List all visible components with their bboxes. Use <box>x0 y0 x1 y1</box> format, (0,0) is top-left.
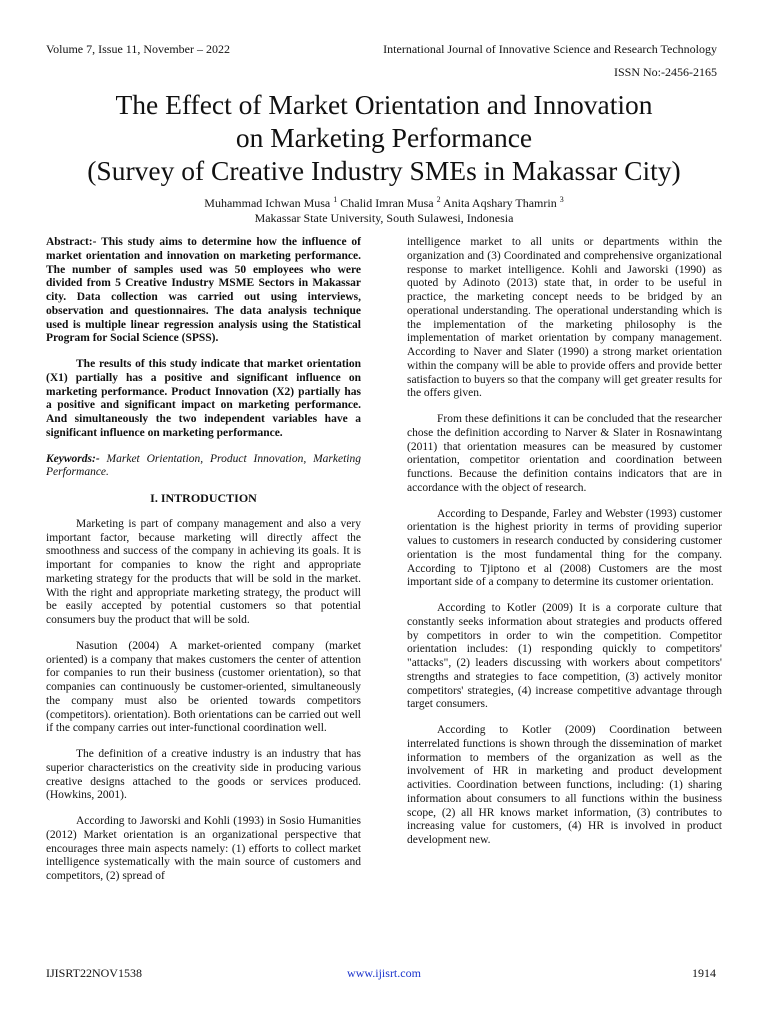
volume-info: Volume 7, Issue 11, November – 2022 <box>46 42 230 56</box>
body-paragraph: From these definitions it can be concluded that the researcher chose the definition according to Narver & Slater in Rosnawintang (2011) that orientation measures can be measured by customer orientation, competitor orientation and coordination between functions. Because the definition contains indicators that are in accordance with the object of research. <box>407 413 722 494</box>
right-column <box>407 236 722 860</box>
title-line-1: The Effect of Market Orientation and Innovation <box>115 89 653 120</box>
section-heading-introduction: I. INTRODUCTION <box>150 491 257 505</box>
author-2-mark: 2 <box>436 195 441 204</box>
affiliation: Makassar State University, South Sulawesi, Indonesia <box>254 211 514 225</box>
intro-paragraph: Marketing is part of company management and also a very important factor, because marketing will directly affect the smoothness and success of the company in achieving its goals. It is important for companies to know the right and appropriate marketing strategy for the products that will be sold in the market. With the right and appropriate marketing strategy, the product will be easily accepted by potential customers so that potential consumers buy the product that will be sold. <box>46 517 361 626</box>
intro-paragraph: Nasution (2004) A market-oriented company (market oriented) is a company that makes customers the center of attention for companies to run their business (customer orientation), so that companies can continuously be customer-oriented, simultaneously the company must also be oriented towards competitors (competitors). orientation). Both orientations can be carried out well if the company carries out inter-functional coordination well. <box>46 639 361 735</box>
journal-name: International Journal of Innovative Science and Research Technology <box>383 42 717 56</box>
keywords-label: Keywords:- <box>46 452 100 465</box>
title-line-2: on Marketing Performance <box>235 122 533 153</box>
author-3-mark: 3 <box>559 195 564 204</box>
page-number: 1914 <box>692 966 716 980</box>
author-1-mark: 1 <box>333 195 338 204</box>
keywords-text: Market Orientation, Product Innovation, Marketing Performance. <box>46 452 361 479</box>
left-column <box>46 236 361 896</box>
intro-paragraph: According to Jaworski and Kohli (1993) in Sosio Humanities (2012) Market orientation is an organizational perspective that encourages three main aspects namely: (1) efforts to collect market intelligence systematically with the main source of customers and competitors, (2) spread of <box>46 815 361 882</box>
body-paragraph: According to Despande, Farley and Webster (1993) customer orientation is the highest priority in terms of providing superior values to customers in research conducted by considering customer orientation is the most fundamental thing for the company. According to Tjiptono et al (2008) Customers are the most important side of a company to determine its customer orientation. <box>407 507 722 589</box>
author-list <box>40 196 728 211</box>
issn: ISSN No:-2456-2165 <box>613 65 717 79</box>
abstract-paragraph: Abstract:- This study aims to determine how the influence of market orientation and innovation on marketing performance. The number of samples used was 50 employees who were divided from 5 Creative Industry MSME Sectors in Makassar city. Data collection was carried out using interviews, observation and questionnaires. The data analysis technique used is multiple linear regression analysis using the Statistical Program for Social Science (SPSS). <box>46 236 361 345</box>
intro-paragraph: The definition of a creative industry is an industry that has superior characteristics on the creativity side in producing various creative designs attached to the goods or services produced. (Howkins, 2001). <box>46 748 361 802</box>
author-block <box>40 196 728 226</box>
keywords <box>46 453 361 481</box>
author-3: Anita Aqshary Thamrin <box>442 196 557 210</box>
author-2: Chalid Imran Musa <box>340 196 434 210</box>
body-paragraph: According to Kotler (2009) It is a corporate culture that constantly seeks information about strategies and products offered by competitors in order to win the competition. Competitor orientation includes: (1) responding quickly to competitors' "attacks", (2) leaders discussing with workers about competitors' strengths and strategies to face competition, (3) actively monitor competitors' strategies, (4) increase competitive advantage through target consumers. <box>407 602 722 711</box>
body-paragraph: intelligence market to all units or departments within the organization and (3) Coordinated and comprehensive organizational response to market intelligence. Kohli and Jaworski (1990) as quoted by Adinoto (2013) state that, in order to be useful in practice, the marketing concept needs to be bridged by an operational understanding. The operational understanding which is the implementation of the marketing philosophy is the implementation of market orientation by company management. According to Naver and Slater (1990) a strong market orientation within the company will be able to provide offers and provide better satisfaction to buyers so that the company will get greater results for the offers given. <box>407 236 722 400</box>
journal-website-link[interactable]: www.ijisrt.com <box>347 966 421 980</box>
paper-title <box>30 88 738 187</box>
body-paragraph: According to Kotler (2009) Coordination between interrelated functions is shown through the dissemination of market information to members of the organization as well as the involvement of HR in marketing and product development activities. Coordination between functions, including: (1) sharing information about consumers to all functions within the business scope, (2) all HR knows market information, (3) contributes to increasing value for customers, (4) HR is involved in product development new. <box>407 724 722 846</box>
author-1: Muhammad Ichwan Musa <box>204 196 331 210</box>
article-id: IJISRT22NOV1538 <box>46 966 142 980</box>
title-line-3: (Survey of Creative Industry SMEs in Makassar City) <box>87 155 681 186</box>
abstract-results: The results of this study indicate that market orientation (X1) partially has a positive and significant influence on marketing performance. Product Innovation (X2) partially has a positive and significant impact on marketing performance. And simultaneously the two independent variables have a significant influence on marketing performance. <box>46 358 361 439</box>
